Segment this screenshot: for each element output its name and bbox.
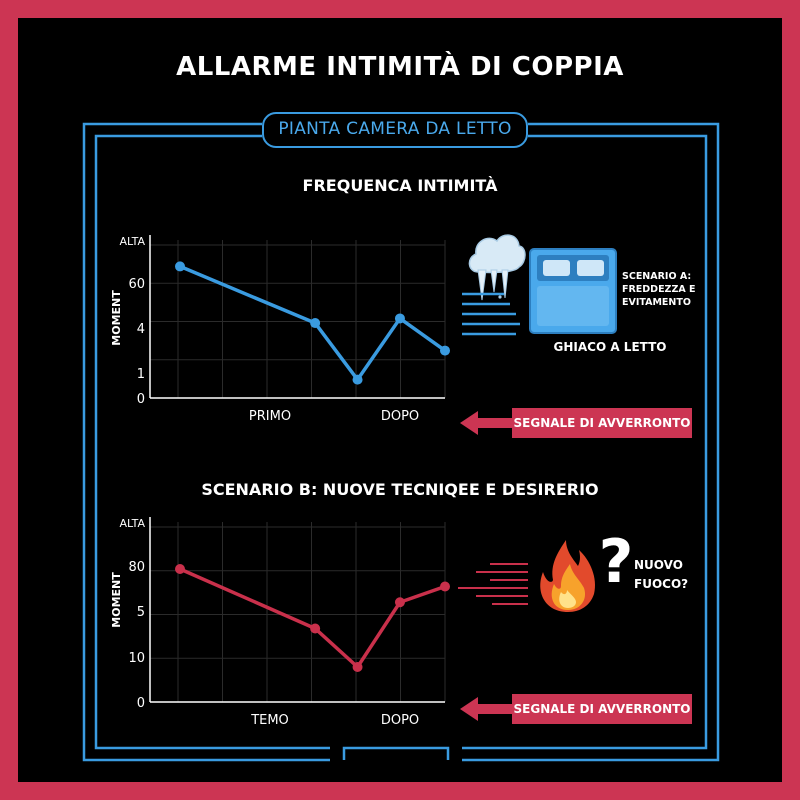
scenario-a-text: SCENARIO A: FREDDEZZA E EVITAMENTO — [622, 271, 696, 308]
x-tick-label: PRIMO — [248, 409, 292, 424]
warning-badge-bottom: SEGNALE DI AVVERRONTO — [512, 694, 692, 724]
y-tick-label: 4 — [136, 322, 145, 337]
scenario-b-text: NUOVO FUOCO? — [634, 558, 689, 591]
chart-bottom-title: SCENARIO B: NUOVE TECNIQEE E DESIRERIO — [201, 480, 599, 499]
page-title: ALLARME INTIMITÀ DI COPPIA — [176, 52, 624, 82]
x-tick-label: DOPO — [380, 713, 420, 728]
svg-text:?: ? — [598, 527, 634, 597]
y-tick-label: 0 — [136, 696, 145, 711]
y-tick-label: 0 — [136, 392, 145, 407]
y-tick-label: 60 — [128, 277, 145, 292]
y-tick-label: 5 — [136, 605, 145, 620]
y-tick-label: ALTA — [119, 517, 145, 530]
warning-badge-top: SEGNALE DI AVVERRONTO — [512, 408, 692, 438]
y-tick-label: 10 — [128, 651, 145, 666]
floorplan-label: PIANTA CAMERA DA LETTO — [262, 112, 528, 148]
y-tick-label: 80 — [128, 560, 145, 575]
y-tick-label: 1 — [136, 367, 145, 382]
y-tick-label: ALTA — [119, 235, 145, 248]
chart-top-title: FREQUENCA INTIMITÀ — [302, 176, 498, 195]
y-axis-label: MOMENT — [110, 290, 123, 346]
x-tick-label: DOPO — [380, 409, 420, 424]
x-tick-label: TEMO — [251, 713, 289, 728]
y-axis-label: MOMENT — [110, 572, 123, 628]
scenario-a-caption: GHIACO A LETTO — [553, 340, 667, 354]
